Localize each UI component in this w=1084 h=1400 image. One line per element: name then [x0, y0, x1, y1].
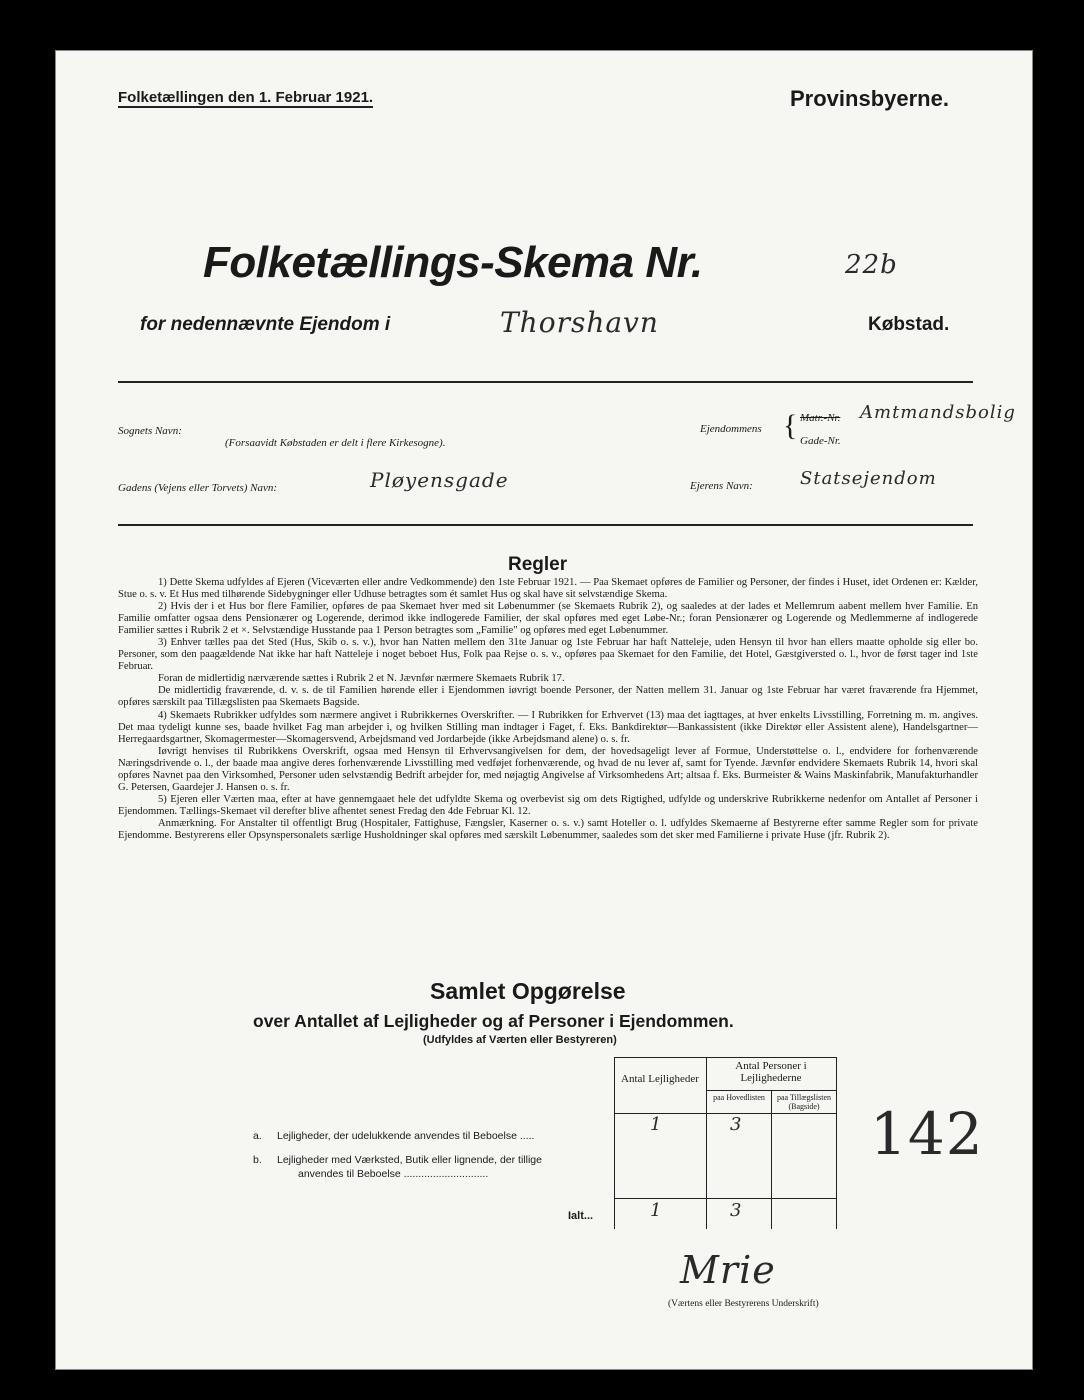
parish-note: (Forsaavidt Købstaden er delt i flere Kirkesogne).: [225, 437, 446, 449]
town-handwritten: Thorshavn: [500, 306, 659, 339]
row-b-label-2: anvendes til Beboelse .............................: [298, 1168, 489, 1180]
owner-label: Ejerens Navn:: [690, 480, 753, 492]
property-label: Ejendommens: [700, 423, 762, 435]
owner-value: Statsejendom: [800, 468, 937, 489]
rule-paragraph: De midlertidig fraværende, d. v. s. de til Familien hørende eller i Ejendommen iøvrigt boende Personer, der Natten mellem 31. Januar og 1ste Februar har været fraværende fra Hjemmet, opføres særskilt paa Tillægslisten paa Skemaets Bagside.: [118, 685, 978, 709]
rule-paragraph: 4) Skemaets Rubrikker udfyldes som nærmere angivet i Rubrikkernes Overskrifter. — I Rubrikken for Erhvervet (13) maa det iagttages, at hver enkelts Livsstilling, Forretning m. m. angives. Det maa tydeligt kunne ses, baade hvilket Fag man arbejder i, og hvilken Stilling man indtager i Faget, f. Eks. Bankdirektør—Bankassistent (ikke Direktør eller Assistent alene), Handelsgartner—Herregaardsgartner, Skomagermester—Skomagersvend, Arbejdsmand ved Jordarbejde (ikke Arbejdsmand alene) o. s. fr.: [118, 709, 978, 745]
rules-heading: Regler: [508, 554, 568, 575]
row-b-letter: b.: [253, 1154, 262, 1166]
total-label: Ialt...: [568, 1210, 594, 1222]
street-label: Gadens (Vejens eller Torvets) Navn:: [118, 482, 278, 494]
total-apartments: 1: [650, 1200, 663, 1221]
rule-paragraph: Iøvrigt henvises til Rubrikkens Overskrift, ogsaa med Hensyn til Erhvervsangivelsen for dem, der hovedsageligt lever af Formue, Understøttelse o. l., endvidere for forhenværende Næringsdrivende o. l., der baade maa angive deres forhenværende Livsstilling med vedføjet forhenværende, og hvad de nu lever af, samt for Tyende. Jævnfør endvidere Skemaets Rubrik 14, hvori skal opføres Navnet paa den Virksomhed, Personer uden selvstændig Bedrift arbejder for, med nøjagtig Angivelse af Virksomhedens Art; altsaa f. Eks. Burmeister & Wains Maskinfabrik, Manufakturhandler G. Petersen, Gaardejer J. Hansen o. s. fr.: [118, 745, 978, 793]
rule-paragraph: 3) Enhver tælles paa det Sted (Hus, Skib o. s. v.), hvor han Natten mellem den 31te Januar og 1ste Februar har haft Natteleje, uden Hensyn til hvor han ellers maatte opholde sig eller bo. Personer, som den paagældende Nat ikke har haft Natteleje i noget beboet Hus, Folk paa Rejse o. s. v., opføres paa Skemaet for den Familie, det Hotel, Gæstgiversted o. l., hvor de først tager ind 1ste Februar.: [118, 637, 978, 673]
rule-paragraph: Foran de midlertidig nærværende sættes i Rubrik 2 et N. Jævnfør nærmere Skemaets Rubrik 17.: [158, 673, 565, 685]
rule-paragraph: 1) Dette Skema udfyldes af Ejeren (Viceværten eller andre Vedkommende) den 1ste Februar 1921. — Paa Skemaet opføres de Familier og Personer, der findes i Huset, idet Ordenen er: Kælder, Stue o. s. v. Et Hus med tilhørende Sidebygninger eller Udhuse betragtes som ét samlet Hus og skal have sit selvstændige Skema.: [118, 577, 978, 601]
col-header-main-list: paa Hovedlisten: [713, 1093, 765, 1102]
divider-top: [118, 381, 973, 383]
table-line: [614, 1113, 836, 1114]
col-header-apartments: Antal Lejligheder: [621, 1073, 699, 1085]
rule-paragraph: 5) Ejeren eller Værten maa, efter at have gennemgaaet hele det udfyldte Skema og overbevist sig om dets Rigtighed, udfylde og underskrive Rubrikkerne nedenfor om Antallet af Personer i Ejendommen. Tællings-Skemaet vil derefter blive afhentet senest Fredag den 4de Februar Kl. 12.: [118, 793, 978, 817]
rule-paragraph: 2) Hvis der i et Hus bor flere Familier, opføres de paa Skemaet hver med sit Løbenummer (se Skemaets Rubrik 2), og saaledes at der lades et Mellemrum aabent mellem hver Familie. En Familie omfatter ogsaa dens Pensionærer og Logerende, derimod ikke indlogerede Familier, der skal opføres med eget Løbe-Nr.; foran Pensionærer og Logerende og Medlemmerne af indlogerede Familier sættes i Rubrik 2 et ×. Selvstændige Husstande paa 1 Person betragtes som „Familie" og opføres med eget Løbenummer.: [118, 601, 978, 637]
table-line: [706, 1057, 707, 1229]
table-line: [614, 1057, 836, 1058]
property-town-prefix: for nedennævnte Ejendom i: [140, 314, 391, 335]
summary-heading: Samlet Opgørelse: [430, 978, 626, 1004]
summary-subheading: over Antallet af Lejligheder og af Personer i Ejendommen.: [253, 1011, 734, 1031]
census-date-label: Folketællingen den 1. Februar 1921.: [118, 89, 374, 106]
row-a-label: Lejligheder, der udelukkende anvendes til Beboelse .....: [277, 1130, 535, 1142]
table-line: [836, 1057, 837, 1229]
col-header-supp-list: paa Tillægslisten (Bagside): [776, 1093, 831, 1111]
matr-label: Matr.-Nr.: [800, 412, 841, 424]
table-line: [614, 1057, 615, 1229]
matr-value: Amtmandsbolig: [860, 402, 1016, 423]
town-suffix: Købstad.: [868, 314, 950, 335]
rule-paragraph: Anmærkning. For Anstalter til offentligt Brug (Hospitaler, Fattighuse, Fængsler, Kaserner o. s. v.) samt Hoteller o. l. udfyldes Skemaerne af Bestyrerne efter samme Regler som for private Ejendomme. Bestyrerens eller Opsynspersonalets særlige Husholdninger skal opføres med særskilt Løbenummer, saaledes som det sker med Familierne i private Huse (jfr. Rubrik 2).: [118, 817, 978, 841]
row-a-apartments: 1: [650, 1114, 663, 1135]
col-header-persons: Antal Personer i Lejlighederne: [735, 1060, 807, 1084]
total-persons: 3: [730, 1200, 743, 1221]
parish-label: Sognets Navn:: [118, 425, 182, 437]
margin-note: 142: [870, 1100, 984, 1168]
row-a-letter: a.: [253, 1130, 262, 1142]
form-title: Folketællings-Skema Nr.: [203, 238, 703, 287]
row-b-label-1: Lejligheder med Værksted, Butik eller lignende, der tillige: [277, 1154, 542, 1166]
signature-caption: (Værtens eller Bestyrerens Underskrift): [668, 1299, 819, 1309]
signature: Mrie: [680, 1248, 776, 1292]
form-number-handwritten: 22b: [845, 250, 898, 280]
table-line: [771, 1090, 772, 1229]
row-a-persons: 3: [730, 1114, 743, 1135]
street-value: Pløyensgade: [370, 468, 509, 492]
gade-label: Gade-Nr.: [800, 435, 841, 447]
region-label: Provinsbyerne.: [790, 86, 949, 111]
divider-bottom: [118, 524, 973, 526]
table-line: [706, 1090, 836, 1091]
rules-text: [118, 577, 978, 842]
brace-icon: {: [783, 409, 798, 442]
summary-note: (Udfyldes af Værten eller Bestyreren): [423, 1034, 617, 1046]
table-line: [614, 1198, 836, 1199]
